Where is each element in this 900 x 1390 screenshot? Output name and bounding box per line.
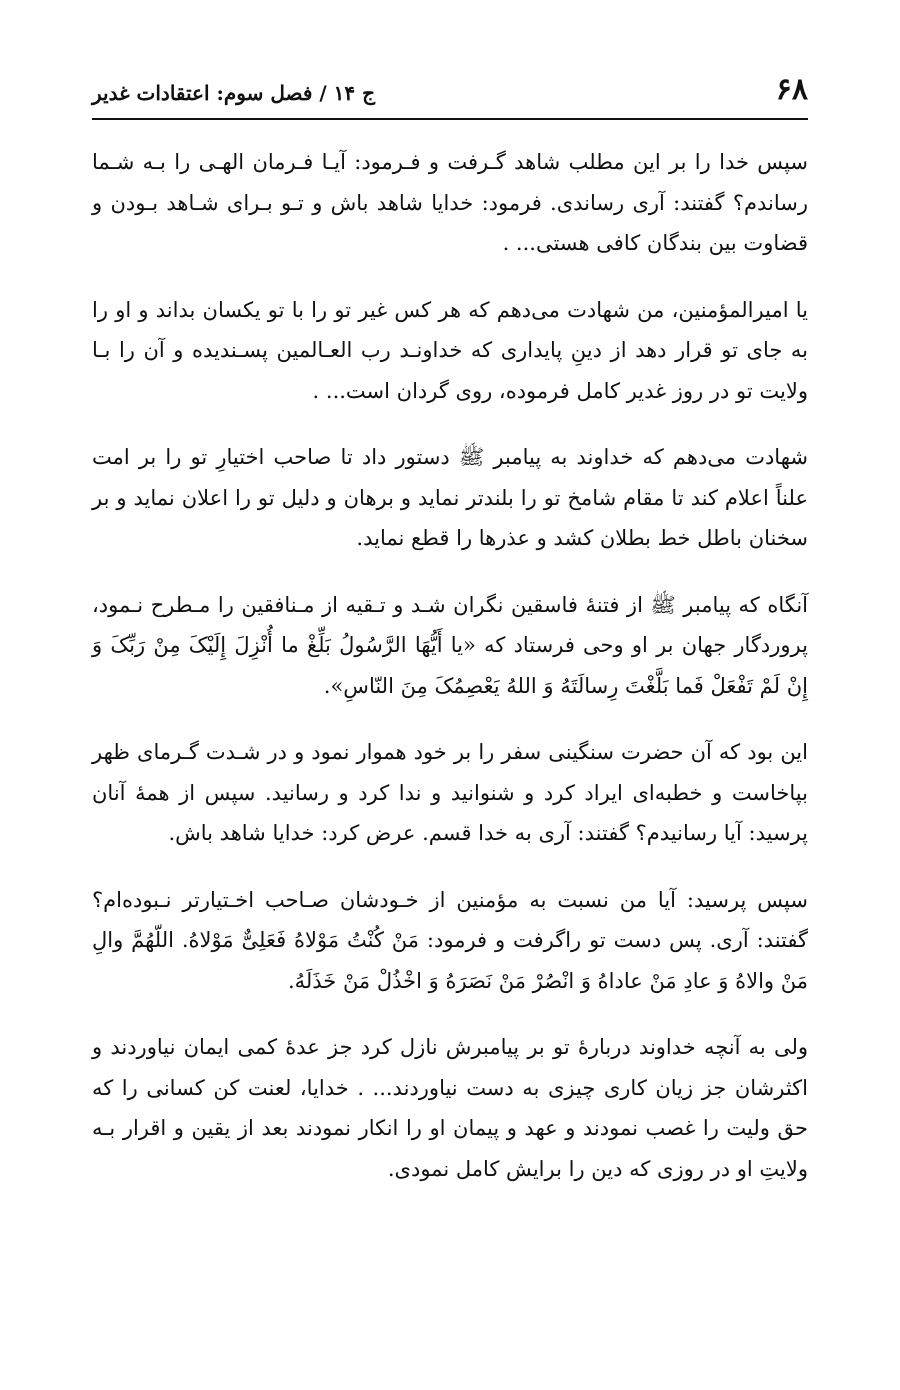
paragraph: سپس پرسید: آیا من نسبت به مؤمنین از خـودشان صـاحب اخـتیارتر نـبوده‌ام؟ گفتند: آری. پس دست تو راگرفت و فرمود: مَنْ کُنْتُ مَوْلاهُ فَعَلِیٌّ مَوْلاهُ. اللّهُمَّ والِ مَنْ والاهُ وَ عادِ مَنْ عاداهُ وَ انْصُرْ مَنْ نَصَرَهُ وَ اخْذُلْ مَنْ خَذَلَهُ. bbox=[92, 887, 808, 993]
paragraph: این بود که آن حضرت سنگینی سفر را بر خود هموار نمود و در شـدت گـرمای ظهر بپاخاست و خطبه‌ای ایراد کرد و شنوانید و ندا کرد و رسانید. سپس از همهٔ آنان پرسید: آیا رسانیدم؟ گفتند: آری به خدا قسم. عرض کرد: خدایا شاهد باش. bbox=[92, 740, 808, 845]
page-header bbox=[92, 70, 808, 120]
page-body bbox=[92, 142, 808, 1215]
paragraph: سپس خدا را بر این مطلب شاهد گـرفت و فـرمود: آیـا فـرمان الهـی را بـه شـما رساندم؟ گفتند: آری رساندی. فرمود: خدایا شاهد باش و تـو بـرای شـاهد بـودن و قضاوت بین بندگان کافی هستی... . bbox=[92, 150, 808, 255]
paragraph: آنگاه که پیامبر ﷺ از فتنهٔ فاسقین نگران شـد و تـقیه از مـنافقین را مـطرح نـمود، پروردگار جهان بر او وحی فرستاد که «یا أَیُّهَا الرَّسُولُ بَلِّغْ ما أُنْزِلَ إِلَیْکَ مِنْ رَبِّکَ وَ إِنْ لَمْ تَفْعَلْ فَما بَلَّغْتَ رِسالَتَهُ وَ اللهُ یَعْصِمُکَ مِنَ النّاسِ». bbox=[92, 592, 808, 698]
running-title: ج ۱۴ / فصل سوم: اعتقادات غدیر bbox=[92, 81, 375, 105]
paragraph: یا امیرالمؤمنین، من شهادت می‌دهم که هر کس غیر تو را با تو یکسان بداند و او را به جای تو قرار دهد از دینِ پایداری که خداونـد رب العـالمین پسـندیده و آن را بـا ولایت تو در روز غدیر کامل فرموده، روی گردان است... . bbox=[92, 297, 808, 403]
paragraph: شهادت می‌دهم که خداوند به پیامبر ﷺ دستور داد تا صاحب اختیارِ تو را بر امت علناً اعلام کند تا مقام شامخ تو را بلندتر نماید و برهان و دلیل تو را اعلان نماید و بر سخنان باطل خط بطلان کشد و عذرها را قطع نماید. bbox=[92, 445, 808, 550]
paragraph: ولی به آنچه خداوند دربارهٔ تو بر پیامبرش نازل کرد جز عدهٔ کمی ایمان نیاوردند و اکثرشان جز زیان کاری چیزی به دست نیاوردند... . خدایا، لعنت کن کسانی را که حق ولیت را غصب نمودند و عهد و پیمان او را انکار نمودند بعد از یقین و اقرار بـه ولایتِ او در روزی که دین را برایش کامل نمودی. bbox=[92, 1035, 808, 1181]
page-number: ۶۸ bbox=[775, 72, 808, 107]
